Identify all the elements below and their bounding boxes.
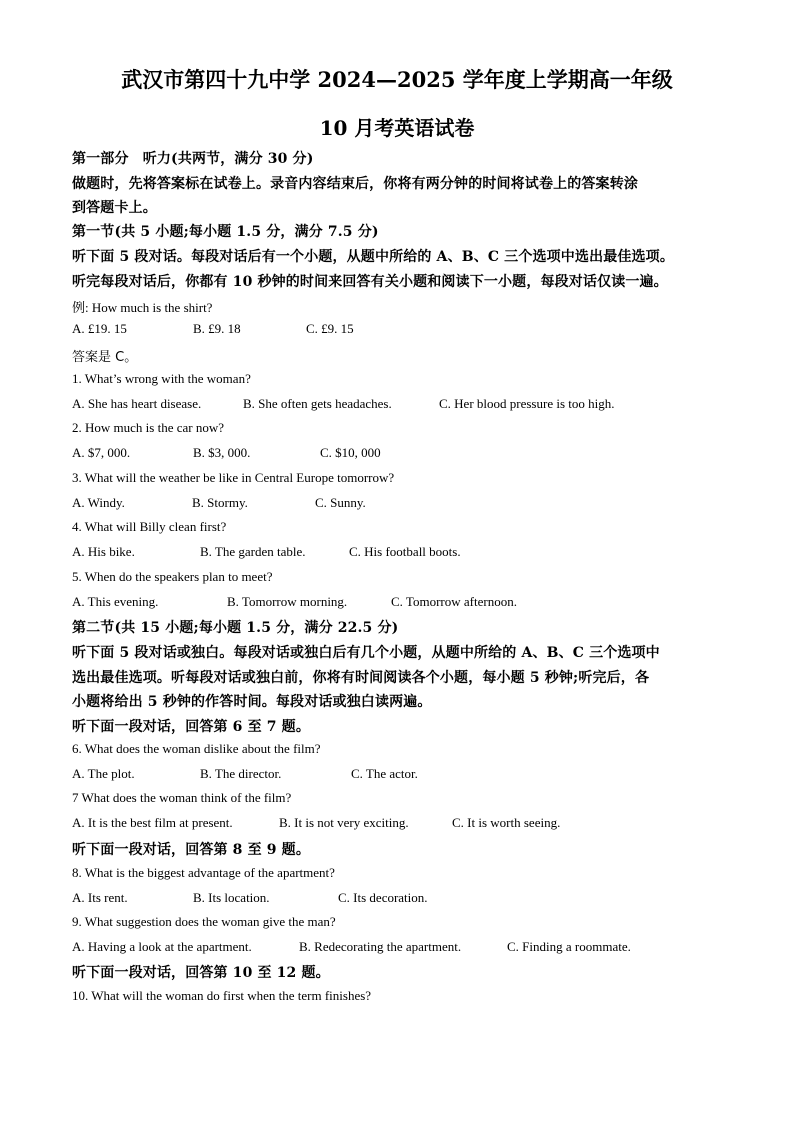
part1-instruction: 到答题卡上。 bbox=[72, 200, 157, 216]
question-text: 10. What will the woman do first when the term finishes? bbox=[72, 988, 372, 1003]
exam-subtitle: 10 月考英语试卷 bbox=[319, 116, 475, 140]
section1-instruction: 听完每段对话后，你都有 10 秒钟的时间来回答有关小题和阅读下一小题，每段对话仅读一遍。 bbox=[72, 274, 668, 290]
example-option: B. £9. 18 bbox=[193, 321, 241, 336]
section2-instruction: 听下面 5 段对话或独白。每段对话或独白后有几个小题，从题中所给的 A、B、C 三个选项中 bbox=[72, 645, 660, 661]
answer-option: C. $10, 000 bbox=[320, 445, 381, 460]
answer-option: B. Redecorating the apartment. bbox=[299, 939, 462, 954]
answer-option: B. The director. bbox=[200, 766, 282, 781]
answer-option: A. This evening. bbox=[72, 594, 159, 609]
example-option: A. £19. 15 bbox=[72, 321, 127, 336]
question-text: 3. What will the weather be like in Central Europe tomorrow? bbox=[72, 470, 395, 485]
answer-option: B. She often gets headaches. bbox=[243, 396, 392, 411]
question-text: 7 What does the woman think of the film? bbox=[72, 790, 292, 805]
question-text: 5. When do the speakers plan to meet? bbox=[72, 569, 273, 584]
group-header: 听下面一段对话，回答第 10 至 12 题。 bbox=[72, 965, 330, 981]
answer-option: A. It is the best film at present. bbox=[72, 815, 233, 830]
section2-instruction: 小题将给出 5 秒钟的作答时间。每段对话或独白读两遍。 bbox=[72, 694, 432, 710]
example-question: 例: How much is the shirt? bbox=[72, 300, 213, 315]
answer-option: A. She has heart disease. bbox=[72, 396, 202, 411]
answer-option: C. Tomorrow afternoon. bbox=[391, 594, 517, 609]
part1-instruction: 做题时，先将答案标在试卷上。录音内容结束后，你将有两分钟的时间将试卷上的答案转涂 bbox=[72, 176, 638, 192]
question-text: 2. How much is the car now? bbox=[72, 420, 224, 435]
answer-option: A. $7, 000. bbox=[72, 445, 131, 460]
question-text: 4. What will Billy clean first? bbox=[72, 519, 227, 534]
example-option: C. £9. 15 bbox=[306, 321, 354, 336]
answer-option: C. The actor. bbox=[351, 766, 418, 781]
answer-option: A. The plot. bbox=[72, 766, 135, 781]
answer-option: C. Its decoration. bbox=[338, 890, 428, 905]
exam-title: 武汉市第四十九中学 2024—2025 学年度上学期高一年级 bbox=[121, 67, 673, 92]
question-text: 1. What’s wrong with the woman? bbox=[72, 371, 251, 386]
group-header: 听下面一段对话，回答第 8 至 9 题。 bbox=[72, 842, 310, 858]
section2-instruction: 选出最佳选项。听每段对话或独白前，你将有时间阅读各个小题，每小题 5 秒钟;听完后，各 bbox=[72, 670, 650, 686]
answer-option: B. Stormy. bbox=[192, 495, 248, 510]
answer-option: C. It is worth seeing. bbox=[452, 815, 561, 830]
answer-option: A. Windy. bbox=[72, 495, 125, 510]
part1-heading: 第一部分 听力(共两节，满分 30 分) bbox=[72, 151, 314, 167]
example-answer: 答案是 C。 bbox=[72, 350, 138, 365]
answer-option: B. $3, 000. bbox=[193, 445, 251, 460]
answer-option: B. Its location. bbox=[193, 890, 270, 905]
question-text: 8. What is the biggest advantage of the apartment? bbox=[72, 865, 335, 880]
answer-option: B. It is not very exciting. bbox=[279, 815, 409, 830]
question-text: 6. What does the woman dislike about the film? bbox=[72, 741, 321, 756]
answer-option: A. His bike. bbox=[72, 544, 135, 559]
answer-option: B. Tomorrow morning. bbox=[227, 594, 348, 609]
answer-option: C. Finding a roommate. bbox=[507, 939, 631, 954]
answer-option: B. The garden table. bbox=[200, 544, 306, 559]
group-header: 听下面一段对话，回答第 6 至 7 题。 bbox=[72, 719, 310, 735]
answer-option: A. Its rent. bbox=[72, 890, 128, 905]
section1-heading: 第一节(共 5 小题;每小题 1.5 分，满分 7.5 分) bbox=[72, 224, 379, 240]
section2-heading: 第二节(共 15 小题;每小题 1.5 分，满分 22.5 分) bbox=[72, 620, 399, 636]
answer-option: C. Sunny. bbox=[315, 495, 366, 510]
section1-instruction: 听下面 5 段对话。每段对话后有一个小题，从题中所给的 A、B、C 三个选项中选出最佳选项。 bbox=[72, 249, 674, 265]
answer-option: A. Having a look at the apartment. bbox=[72, 939, 252, 954]
answer-option: C. Her blood pressure is too high. bbox=[439, 396, 615, 411]
answer-option: C. His football boots. bbox=[349, 544, 461, 559]
question-text: 9. What suggestion does the woman give the man? bbox=[72, 914, 336, 929]
